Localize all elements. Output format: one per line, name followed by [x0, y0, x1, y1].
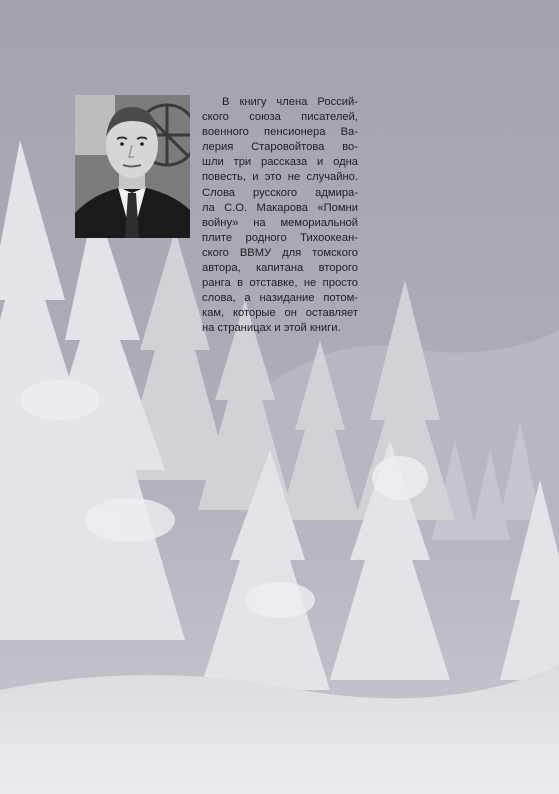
blurb-line: В книгу члена Россий- — [222, 96, 358, 108]
author-portrait — [75, 95, 190, 238]
blurb-line: автора, капитана второго — [202, 262, 358, 275]
blurb-line: шли три рассказа и одна — [202, 156, 358, 169]
blurb-line: Слова русского адмира- — [202, 186, 358, 199]
blurb-line: войну» на мемориальной — [202, 216, 358, 229]
blurb-line: на страницах и этой книги. — [202, 322, 341, 335]
author-blurb — [202, 95, 358, 337]
blurb-line: плите родного Тихоокеан- — [202, 231, 358, 244]
blurb-line: слова, а назидание потом- — [202, 292, 358, 305]
blurb-line: ранга в отставке, не просто — [202, 277, 358, 290]
blurb-line: кам, которые он оставляет — [202, 307, 358, 320]
blurb-line: ского союза писателей, — [202, 111, 358, 124]
blurb-line: повесть, и это не случайно. — [202, 171, 358, 184]
blurb-line: лерия Старовойтова во- — [202, 141, 358, 154]
blurb-line: ла С.О. Макарова «Помни — [202, 201, 358, 214]
blurb-line: ского ВВМУ для томского — [202, 246, 358, 259]
blurb-line: военного пенсионера Ва- — [202, 126, 358, 139]
